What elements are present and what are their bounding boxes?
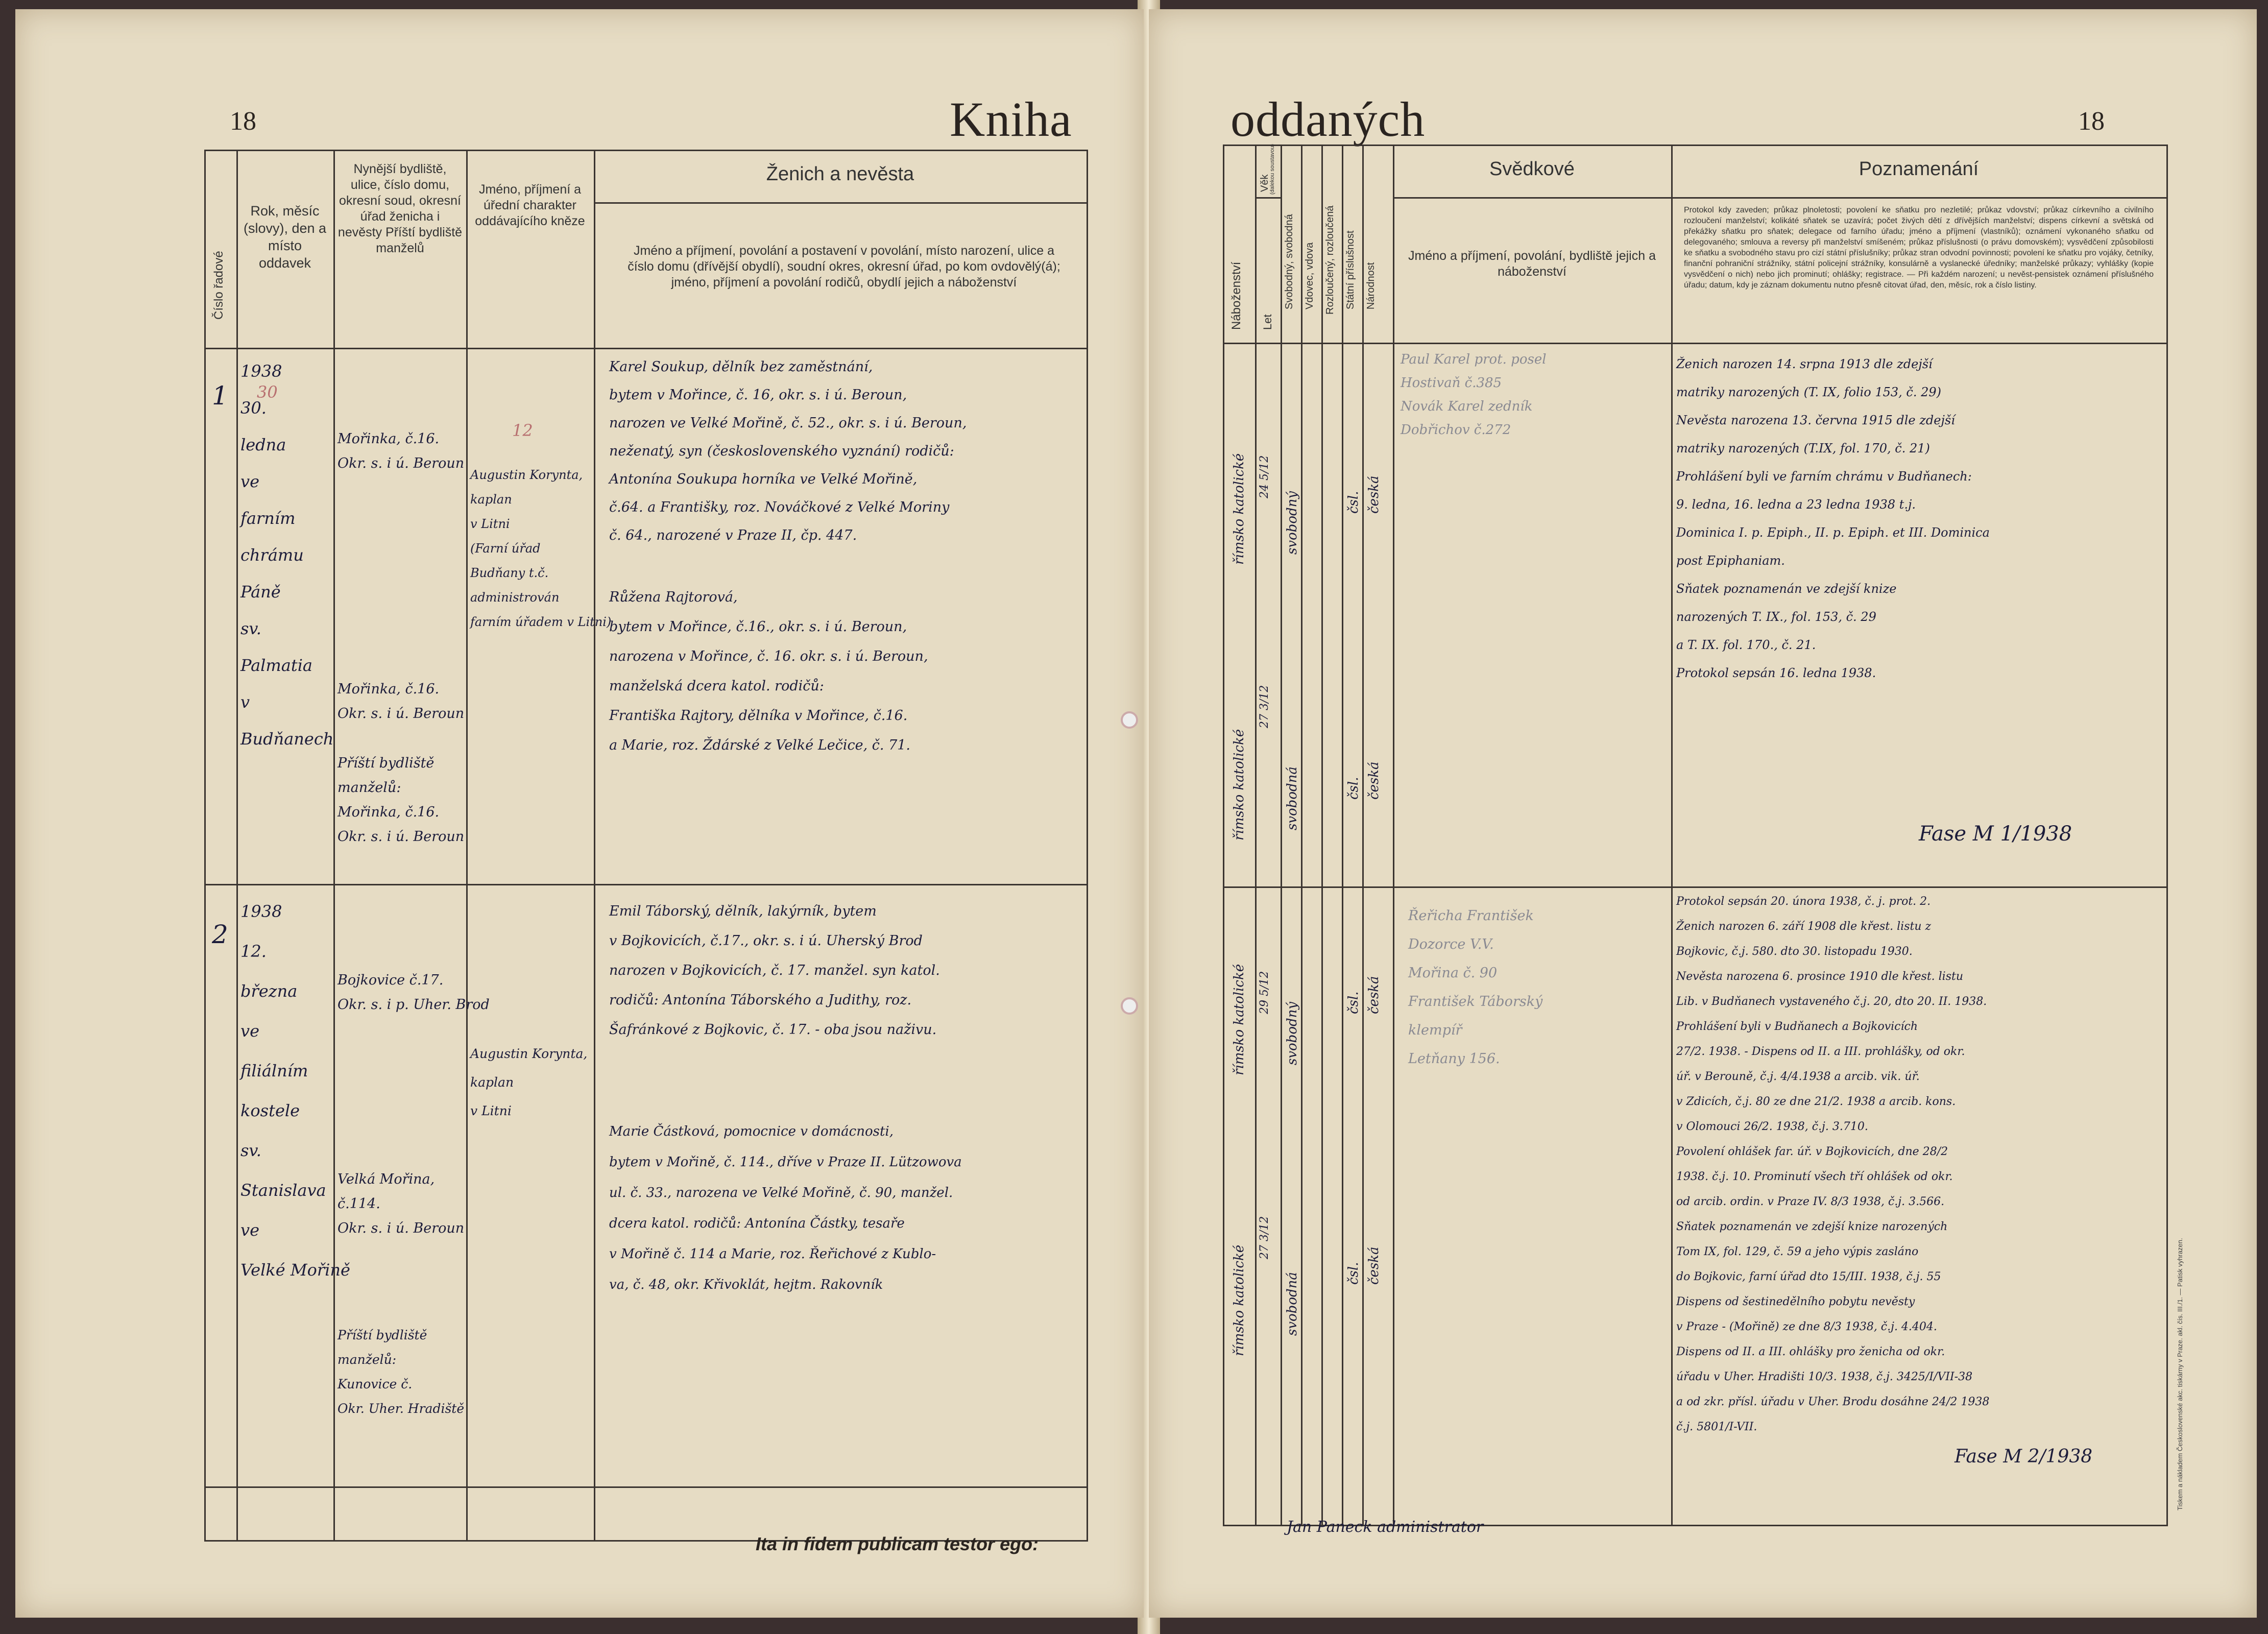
entry2-residence-bride-line: Velká Mořina, <box>337 1171 435 1187</box>
entry2-witnesses-line: Dozorce V.V. <box>1408 936 1494 952</box>
header-zenich-title: Ženich a nevěsta <box>766 163 914 185</box>
entry1-notes-line: narozených T. IX., fol. 153, č. 29 <box>1676 610 1876 624</box>
header-cislo: Číslo řadové <box>212 251 226 320</box>
register-table-left <box>204 150 1088 1542</box>
binding-ring <box>1121 711 1138 729</box>
header-narodnost: Národnost <box>1365 262 1377 309</box>
entry1-groom-state: čsl. <box>1346 491 1361 514</box>
header-statni: Státní příslušnost <box>1345 230 1356 309</box>
entry2-residence-bride-line: Okr. s. i ú. Beroun <box>337 1220 465 1236</box>
entry2-bride-line: Marie Částková, pomocnice v domácnosti, <box>609 1124 894 1139</box>
entry1-bride-nat: česká <box>1366 761 1382 800</box>
entry2-notes-line: do Bojkovic, farní úřad dto 15/III. 1938, č.j. 55 <box>1676 1270 1941 1283</box>
entry2-date-line: ve <box>240 1021 260 1041</box>
entry1-groom-status: svobodný <box>1285 491 1300 555</box>
page-title-right: oddaných <box>1230 92 1426 147</box>
entry1-residence-groom <box>337 427 464 476</box>
entry2-bride-line: dcera katol. rodičů: Antonína Částky, tesaře <box>609 1216 905 1231</box>
entry2-notes-line: v Olomouci 26/2. 1938, č.j. 3.710. <box>1676 1120 1868 1133</box>
entry2-residence-future-line: Příští bydliště <box>337 1328 427 1342</box>
entry1-notes-line: matriky narozených (T. IX, folio 153, č. 29) <box>1676 385 1942 399</box>
entry1-priest-red: 12 <box>512 421 533 440</box>
header-rozlouceny: Rozloučený, rozloučená <box>1324 205 1336 315</box>
entry1-date-line: 1938 <box>240 362 282 381</box>
entry1-bride <box>609 583 928 760</box>
entry1-groom-line: Karel Soukup, dělník bez zaměstnání, <box>609 359 873 375</box>
entry1-residence-groom-line: Okr. s. i ú. Beroun <box>337 455 465 471</box>
entry1-residence-bride-line: Mořinka, č.16. <box>337 681 440 697</box>
entry1-fase: Fase M 1/1938 <box>1919 822 2072 846</box>
entry1-notes-line: Prohlášení byli ve farním chrámu v Budňanech: <box>1676 469 1972 484</box>
entry2-bride <box>609 1116 962 1300</box>
entry2-groom-nat: česká <box>1366 976 1382 1014</box>
header-pozn-sub: Protokol kdy zaveden; průkaz plnoletosti; povolení ke sňatku pro nezletilé; průkaz vdovství; průkaz církevního a civilního rozloučení manželství; kolikáté sňatek se uzavírá; počet živých dětí z dřívějších manželství; dispens církevní a světská od překážky sňatku pro sňatek; delegace od farního úřadu; jméno a příjmení (vlastníků); oznámení vykonaného sňatku od delegovaného; smlouva a reversy při manželství smíšeném; průkaz příslušnosti (o právu domovském); vysvědčení způsobilosti ke sňatku a svobodného stavu pro cizí státní příslušníky; průkaz stran odvodní povinnosti; povolení ke sňatku pro vojáky, četníky, finanční pohraniční strážníky, státní policejní strážníky, konsulárně a vyslanecké úředníky; manželské průkazy; vyhlášky (kopie vysvědčení o nich) nebo jich prominutí; ohlášky; registrace. — Při každém narození; u nevěst-pensistek oznámení příslušného úřadu; datum, kdy je záznam dokumentu nutno přesně citovat úřad, den, měsíc, rok a číslo listiny. <box>1684 206 2154 290</box>
entry1-date-line: sv. <box>240 619 261 638</box>
entry2-witnesses-line: Mořina č. 90 <box>1408 965 1498 981</box>
entry2-date-line: Velké Mořině <box>240 1260 350 1280</box>
entry2-notes-line: 1938. č.j. 10. Prominutí všech tří ohlášek od okr. <box>1676 1170 1953 1183</box>
entry1-bride-line: a Marie, roz. Ždárské z Velké Lečice, č. 71. <box>609 737 911 753</box>
entry1-number: 1 <box>212 381 228 411</box>
entry1-groom-nat: česká <box>1366 475 1382 514</box>
entry1-date-line: v <box>240 692 250 712</box>
entry1-residence-bride-line: Okr. s. i ú. Beroun <box>337 706 465 722</box>
entry1-date-red: 30 <box>257 382 278 402</box>
entry1-residence-bride <box>337 677 464 726</box>
entry2-notes-line: č.j. 5801/I-VII. <box>1676 1421 1757 1433</box>
entry2-bride-line: ul. č. 33., narozena ve Velké Mořině, č. 90, manžel. <box>609 1185 953 1200</box>
header-vek: Věk <box>1259 174 1270 192</box>
entry1-groom-line: Antonína Soukupa horníka ve Velké Mořině, <box>609 471 918 487</box>
entry2-notes-line: v Praze - (Mořině) ze dne 8/3 1938, č.j. 4.404. <box>1676 1320 1937 1333</box>
entry2-residence-groom-line: Bojkovice č.17. <box>337 972 444 988</box>
entry1-residence-future-line: Příští bydliště <box>337 755 435 771</box>
entry2-witnesses-line: Řeřicha František <box>1408 908 1534 924</box>
entry1-date-line: Budňanech <box>240 729 334 749</box>
entry2-residence-bride <box>337 1167 464 1241</box>
entry1-date-line: ve <box>240 472 260 491</box>
entry2-witnesses <box>1408 902 1542 1073</box>
entry2-notes-line: od arcib. ordin. v Praze IV. 8/3 1938, č.j. 3.566. <box>1676 1195 1945 1208</box>
priest-signature: Jan Paneck administrator <box>1287 1518 1484 1536</box>
entry2-bride-line: v Mořině č. 114 a Marie, roz. Řeřichové z Kublo- <box>609 1246 936 1262</box>
entry2-groom-state: čsl. <box>1346 991 1361 1014</box>
entry2-notes-line: úř. v Berouně, č.j. 4/4.1938 a arcib. vik. úř. <box>1676 1070 1920 1083</box>
entry2-groom-line: v Bojkovicích, č.17., okr. s. i ú. Uherský Brod <box>609 933 923 949</box>
header-svobodny: Svobodný, svobodná <box>1284 214 1295 309</box>
entry2-residence-groom <box>337 968 490 1017</box>
entry1-priest-line: administrován <box>470 590 560 605</box>
entry2-groom-line: narozen v Bojkovicích, č. 17. manžel. syn katol. <box>609 963 940 978</box>
entry1-notes-line: matriky narozených (T.IX, fol. 170, č. 21) <box>1676 441 1930 455</box>
entry1-notes-line: post Epiphaniam. <box>1676 554 1785 568</box>
entry1-witnesses-line: Paul Karel prot. posel <box>1401 352 1547 367</box>
entry1-priest-line: (Farní úřad <box>470 541 541 556</box>
register-table-right <box>1223 145 2168 1526</box>
entry1-groom <box>609 353 967 549</box>
header-vdovec: Vdovec, vdova <box>1304 242 1315 309</box>
entry2-number: 2 <box>212 920 228 949</box>
entry2-date-line: Stanislava <box>240 1181 326 1200</box>
entry2-date-line: 1938 <box>240 902 282 921</box>
entry2-date-line: kostele <box>240 1101 300 1120</box>
page-title-left: Kniha <box>950 92 1072 147</box>
entry2-priest-line: kaplan <box>470 1075 514 1090</box>
entry1-groom-line: neženatý, syn (československého vyznání) rodičů: <box>609 443 954 459</box>
entry1-notes-line: 9. ledna, 16. ledna a 23 ledna 1938 t.j. <box>1676 497 1916 512</box>
entry1-bride-status: svobodná <box>1285 766 1300 830</box>
entry1-notes-line: Protokol sepsán 16. ledna 1938. <box>1676 666 1876 680</box>
entry1-residence-future-line: Mořinka, č.16. <box>337 804 440 820</box>
header-dalsi: (dalekou soustavou) <box>1269 143 1275 195</box>
entry2-residence-future-line: Kunovice č. <box>337 1377 413 1391</box>
entry2-groom-religion: římsko katolické <box>1232 964 1247 1075</box>
entry2-bride-nat: česká <box>1366 1246 1382 1285</box>
entry2-fase: Fase M 2/1938 <box>1955 1446 2093 1467</box>
entry1-groom-line: č.64. a Františky, roz. Nováčkové z Velké Moriny <box>609 499 950 515</box>
entry1-bride-line: Františka Rajtory, dělníka v Mořince, č.16. <box>609 708 908 724</box>
entry2-notes-line: Ženich narozen 6. září 1908 dle křest. listu z <box>1676 920 1932 933</box>
entry1-residence-future-line: Okr. s. i ú. Beroun <box>337 829 465 845</box>
header-knez: Jméno, příjmení a úřední charakter oddávajícího kněze <box>475 182 585 228</box>
header-svedkove-title: Svědkové <box>1489 158 1575 180</box>
entry1-bride-age: 27 3/12 <box>1258 685 1271 728</box>
entry2-witnesses-line: klempíř <box>1408 1022 1462 1038</box>
entry1-groom-religion: římsko katolické <box>1232 453 1247 565</box>
entry1-witnesses-line: Dobřichov č.272 <box>1401 422 1511 438</box>
entry2-priest-line: v Litni <box>470 1103 512 1118</box>
entry2-groom-status: svobodný <box>1285 1001 1300 1065</box>
entry2-date-line: 12. <box>240 942 267 961</box>
entry1-notes-line: Sňatek poznamenán ve zdejší knize <box>1676 582 1897 596</box>
entry2-residence-groom-line: Okr. s. i p. Uher. Brod <box>337 997 490 1013</box>
header-rok: Rok, měsíc (slovy), den a místo oddavek <box>243 203 327 271</box>
entry2-bride-status: svobodná <box>1285 1272 1300 1336</box>
header-nabozenstvi: Náboženství <box>1229 261 1243 330</box>
entry1-notes-line: Ženich narozen 14. srpna 1913 dle zdejší <box>1676 357 1933 371</box>
entry1-notes-line: Dominica I. p. Epiph., II. p. Epiph. et III. Dominica <box>1676 525 1990 540</box>
entry2-groom-age: 29 5/12 <box>1258 971 1271 1014</box>
entry2-groom-line: Emil Táborský, dělník, lakýrník, bytem <box>609 903 877 919</box>
entry1-groom-age: 24 5/12 <box>1258 455 1271 498</box>
entry2-notes-line: a od zkr. přísl. úřadu v Uher. Brodu dosáhne 24/2 1938 <box>1676 1396 1990 1408</box>
entry1-notes-line: a T. IX. fol. 170., č. 21. <box>1676 638 1816 652</box>
entry1-date-line: 30. <box>240 398 267 418</box>
entry2-notes-line: Prohlášení byli v Budňanech a Bojkovicích <box>1676 1020 1918 1033</box>
entry1-priest-line: farním úřadem v Litni) <box>470 615 612 629</box>
entry2-priest-line: Augustin Korynta, <box>470 1046 588 1061</box>
entry1-date <box>240 353 333 757</box>
entry1-priest-line: kaplan <box>470 492 512 507</box>
header-pozn-title: Poznamenání <box>1859 158 1979 180</box>
entry2-bride-religion: římsko katolické <box>1232 1244 1247 1356</box>
page-number-right: 18 <box>2078 107 2105 136</box>
entry1-date-line: Palmatia <box>240 656 312 675</box>
header-bydliste: Nynější bydliště, ulice, číslo domu, okresní soud, okresní úřad ženicha i nevěsty Příští bydliště manželů <box>337 162 463 255</box>
entry2-notes-line: v Zdicích, č.j. 80 ze dne 21/2. 1938 a arcib. kons. <box>1676 1095 1956 1108</box>
header-let: Let <box>1261 314 1274 330</box>
entry1-bride-line: Růžena Rajtorová, <box>609 589 738 605</box>
entry2-bride-state: čsl. <box>1346 1262 1361 1285</box>
entry2-groom <box>609 897 940 1045</box>
entry2-bride-line: va, č. 48, okr. Křivoklát, hejtm. Rakovník <box>609 1277 883 1292</box>
entry1-date-line: farním <box>240 509 296 528</box>
entry2-bride-age: 27 3/12 <box>1258 1216 1271 1259</box>
entry2-date-line: ve <box>240 1220 260 1240</box>
entry2-notes <box>1676 889 1989 1439</box>
entry1-witnesses-line: Hostivaň č.385 <box>1401 375 1502 391</box>
entry2-bride-line: bytem v Mořině, č. 114., dříve v Praze II. Lützowova <box>609 1155 962 1170</box>
entry1-priest-line: Augustin Korynta, <box>470 468 583 482</box>
entry2-notes-line: Lib. v Budňanech vystaveného č.j. 20, dto 20. II. 1938. <box>1676 995 1987 1008</box>
entry2-date-line: března <box>240 981 298 1001</box>
entry1-date-line: chrámu <box>240 545 304 565</box>
entry1-date-line: Páně <box>240 582 281 602</box>
entry1-residence-groom-line: Mořinka, č.16. <box>337 431 440 447</box>
entry1-priest-line: Budňany t.č. <box>470 566 549 580</box>
left-page <box>15 9 1144 1618</box>
entry1-date-line: ledna <box>240 435 286 454</box>
entry2-residence-future-line: manželů: <box>337 1352 397 1367</box>
entry2-notes-line: Bojkovic, č.j. 580. dto 30. listopadu 1930. <box>1676 945 1913 958</box>
entry1-witnesses-line: Novák Karel zedník <box>1401 399 1533 414</box>
entry2-residence-future <box>337 1323 464 1421</box>
entry2-residence-bride-line: č.114. <box>337 1196 380 1212</box>
entry1-residence-future <box>337 751 464 849</box>
binding-ring <box>1121 997 1138 1015</box>
entry1-bride-state: čsl. <box>1346 777 1361 800</box>
entry1-residence-future-line: manželů: <box>337 780 401 796</box>
entry1-bride-line: bytem v Mořince, č.16., okr. s. i ú. Beroun, <box>609 619 907 635</box>
header-zenich-sub: Jméno a příjmení, povolání a postavení v povolání, místo narození, ulice a číslo domu (dřívější obydlí), soudní okres, okresní úřad, po kom ovdovělý(á); jméno, příjmení a povolání rodičů, obydlí jejich a náboženství <box>628 244 1060 290</box>
entry1-bride-line: narozena v Mořince, č. 16. okr. s. i ú. Beroun, <box>609 648 928 664</box>
entry2-witnesses-line: Letňany 156. <box>1408 1051 1500 1067</box>
entry2-witnesses-line: František Táborský <box>1408 994 1543 1010</box>
entry2-groom-line: rodičů: Antonína Táborského a Judithy, roz. <box>609 992 912 1008</box>
entry1-notes <box>1676 350 1990 687</box>
entry2-date <box>240 892 350 1290</box>
entry1-groom-line: bytem v Mořince, č. 16, okr. s. i ú. Beroun, <box>609 387 907 403</box>
entry2-notes-line: Sňatek poznamenán ve zdejší knize narozených <box>1676 1220 1948 1233</box>
entry1-groom-line: č. 64., narozené v Praze II, čp. 447. <box>609 527 857 543</box>
entry1-groom-line: narozen ve Velké Mořině, č. 52., okr. s. i ú. Beroun, <box>609 415 967 431</box>
entry2-date-line: filiálním <box>240 1061 308 1080</box>
entry2-priest <box>470 1040 587 1125</box>
entry2-residence-future-line: Okr. Uher. Hradiště <box>337 1401 465 1416</box>
entry2-notes-line: Tom IX, fol. 129, č. 59 a jeho výpis zasláno <box>1676 1245 1919 1258</box>
entry1-notes-line: Nevěsta narozena 13. června 1915 dle zdejší <box>1676 413 1955 427</box>
entry2-notes-line: Povolení ohlášek far. úř. v Bojkovicích, dne 28/2 <box>1676 1145 1948 1158</box>
entry1-bride-religion: římsko katolické <box>1232 729 1247 840</box>
entry2-notes-line: Dispens od II. a III. ohlášky pro ženicha od okr. <box>1676 1345 1945 1358</box>
entry2-notes-line: Nevěsta narozena 6. prosince 1910 dle křest. listu <box>1676 970 1964 983</box>
entry1-witnesses <box>1401 348 1547 442</box>
entry2-notes-line: Dispens od šestinedělního pobytu nevěsty <box>1676 1295 1915 1308</box>
printer-note: Tiskem a nákladem Československé akc. tiskárny v Praze. akl. čís. III./1. — Patisk vyhrazen. <box>2176 1238 2184 1510</box>
header-svedkove-sub: Jméno a příjmení, povolání, bydliště jejich a náboženství <box>1408 249 1656 279</box>
entry2-notes-line: 27/2. 1938. - Dispens od II. a III. prohlášky, od okr. <box>1676 1045 1965 1058</box>
entry2-notes-line: úřadu v Uher. Hradišti 10/3. 1938, č.j. 3425/I/VII-38 <box>1676 1371 1973 1383</box>
right-page <box>1149 9 2257 1618</box>
entry1-bride-line: manželská dcera katol. rodičů: <box>609 678 824 694</box>
entry2-groom-line: Šafránkové z Bojkovic, č. 17. - oba jsou naživu. <box>609 1022 937 1038</box>
attestation-text: Ita in fidem publicam testor ego: <box>756 1533 1039 1554</box>
entry1-priest-line: v Litni <box>470 517 510 531</box>
entry1-priest <box>470 463 611 634</box>
page-number-left: 18 <box>230 107 256 136</box>
entry2-notes-line: Protokol sepsán 20. února 1938, č. j. prot. 2. <box>1676 895 1931 908</box>
entry2-date-line: sv. <box>240 1141 261 1160</box>
